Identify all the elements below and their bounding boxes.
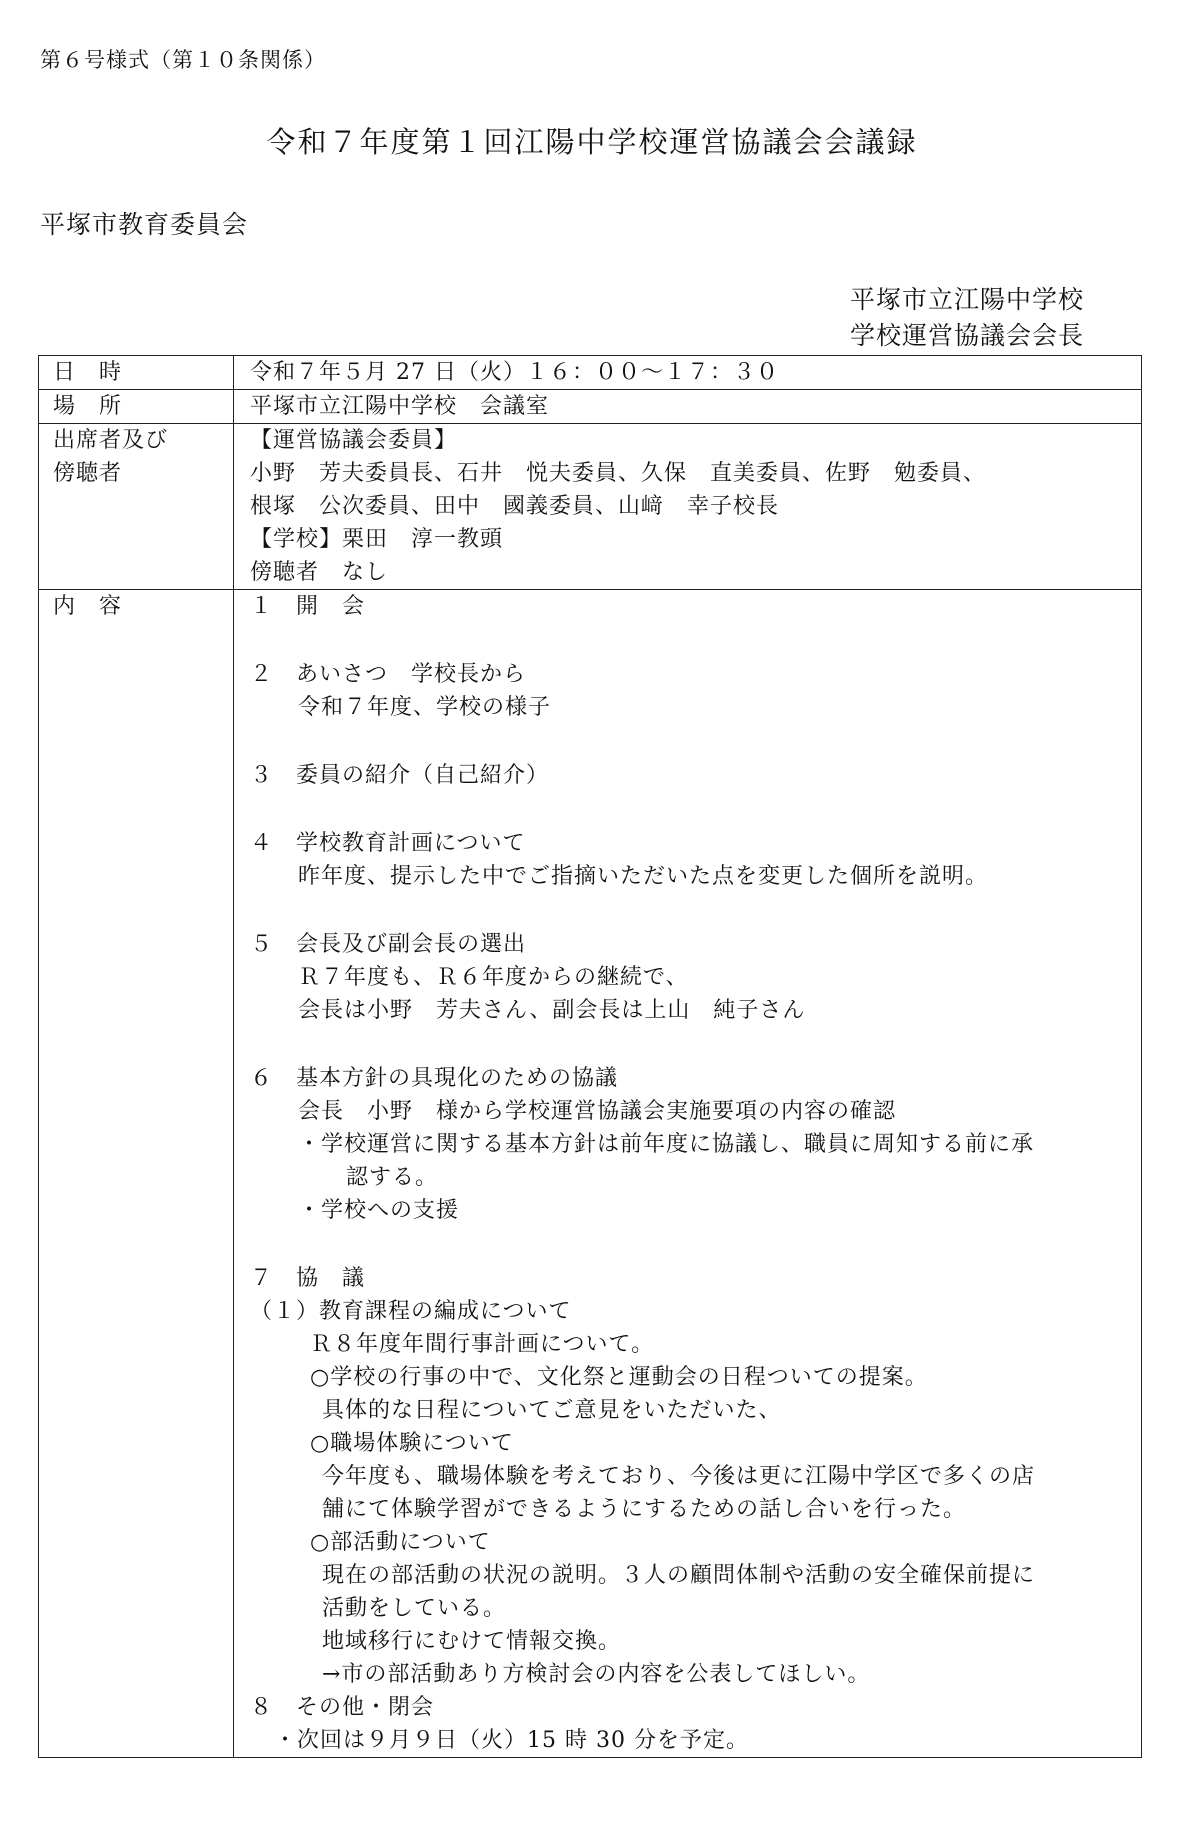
content-value-cell xyxy=(234,590,1142,1758)
attendees-label-cell xyxy=(39,424,234,590)
spacer xyxy=(250,623,1141,658)
agenda-item-7-topic-work-detail-2: 舗にて体験学習ができるようにするための話し合いを行った。 xyxy=(322,1497,967,1522)
attendees-committee-heading: 【運営協議会委員】 xyxy=(250,428,458,453)
datetime-label-cell xyxy=(39,356,234,390)
attendees-row xyxy=(39,424,1142,590)
agenda-item-7-topic-work-experience: ○職場体験について xyxy=(310,1431,514,1456)
minutes-table xyxy=(38,355,1142,1758)
sender-school: 平塚市立江陽中学校 xyxy=(849,285,1084,314)
agenda-item-3: ３ 委員の紹介（自己紹介） xyxy=(250,763,550,788)
spacer xyxy=(250,1027,1141,1062)
agenda-item-2-detail: 令和７年度、学校の様子 xyxy=(298,695,552,720)
datetime-label: 日 時 xyxy=(53,360,123,385)
agenda-item-6-bullet-1: ・学校運営に関する基本方針は前年度に協議し、職員に周知する前に承 xyxy=(298,1132,1035,1157)
agenda-item-7-sub-1-detail: Ｒ８年度年間行事計画について。 xyxy=(310,1332,655,1357)
agenda-item-4: ４ 学校教育計画について xyxy=(250,831,526,856)
agenda-item-7-topic-club-detail-3: 地域移行にむけて情報交換。 xyxy=(322,1629,622,1654)
place-value: 平塚市立江陽中学校 会議室 xyxy=(250,394,550,419)
agenda-item-7-topic-work-detail-1: 今年度も、職場体験を考えており、今後は更に江陽中学区で多くの店 xyxy=(322,1464,1036,1489)
spacer xyxy=(250,1227,1141,1262)
attendees-committee-members-1: 小野 芳夫委員長、石井 悦夫委員、久保 直美委員、佐野 勉委員、 xyxy=(250,461,987,486)
datetime-row xyxy=(39,356,1142,390)
agenda-item-4-detail: 昨年度、提示した中でご指摘いただいた点を変更した個所を説明。 xyxy=(298,864,989,889)
agenda-item-8-detail: ・次回は９月９日（火）15 時 30 分を予定。 xyxy=(274,1728,749,1753)
attendees-school: 【学校】栗田 淳一教頭 xyxy=(250,527,504,552)
place-label: 場 所 xyxy=(53,394,123,419)
attendees-label-2: 傍聴者 xyxy=(53,461,123,486)
sender-title: 学校運営協議会会長 xyxy=(849,321,1084,350)
document-title: 令和７年度第１回江陽中学校運営協議会会議録 xyxy=(266,125,918,159)
place-value-cell xyxy=(234,390,1142,424)
agenda-item-7: ７ 協 議 xyxy=(250,1266,366,1291)
content-row xyxy=(39,590,1142,1758)
agenda-item-7-topic-club: ○部活動について xyxy=(310,1530,491,1555)
agenda-item-6-bullet-2: ・学校への支援 xyxy=(298,1198,460,1223)
attendees-committee-members-2: 根塚 公次委員、田中 國義委員、山﨑 幸子校長 xyxy=(250,494,780,519)
content-label-cell xyxy=(39,590,234,1758)
attendees-observers: 傍聴者 なし xyxy=(250,560,389,585)
agenda-item-6-bullet-1-cont: 認する。 xyxy=(346,1165,439,1190)
spacer xyxy=(250,792,1141,827)
sender-block xyxy=(850,282,1084,354)
agenda-item-7-topic-events: ○学校の行事の中で、文化祭と運動会の日程ついての提案。 xyxy=(310,1365,928,1390)
attendees-value-cell xyxy=(234,424,1142,590)
agenda-item-7-sub-1: （１）教育課程の編成について xyxy=(250,1299,572,1324)
agenda-item-7-topic-club-detail-2: 活動をしている。 xyxy=(322,1596,507,1621)
agenda-item-7-topic-club-detail-4: →市の部活動あり方検討会の内容を公表してほしい。 xyxy=(322,1662,871,1687)
agenda-item-8: ８ その他・閉会 xyxy=(250,1695,435,1720)
addressee: 平塚市教育委員会 xyxy=(40,210,249,239)
agenda-item-1: １ 開 会 xyxy=(250,594,366,619)
agenda-item-2: ２ あいさつ 学校長から xyxy=(250,662,527,687)
agenda-item-7-topic-club-detail-1: 現在の部活動の状況の説明。３人の顧問体制や活動の安全確保前提に xyxy=(322,1563,1036,1588)
attendees-label-1: 出席者及び xyxy=(53,428,169,453)
agenda-item-7-topic-events-detail: 具体的な日程についてご意見をいただいた、 xyxy=(322,1398,782,1423)
place-label-cell xyxy=(39,390,234,424)
datetime-value: 令和７年５月 27 日（火）１６：００～１７：３０ xyxy=(250,360,779,385)
agenda-item-6-detail: 会長 小野 様から学校運営協議会実施要項の内容の確認 xyxy=(298,1099,897,1124)
spacer xyxy=(250,724,1141,759)
agenda-item-5-detail-2: 会長は小野 芳夫さん、副会長は上山 純子さん xyxy=(298,998,806,1023)
agenda-item-5-detail-1: Ｒ７年度も、Ｒ６年度からの継続で、 xyxy=(298,965,689,990)
spacer xyxy=(250,893,1141,928)
place-row xyxy=(39,390,1142,424)
datetime-value-cell xyxy=(234,356,1142,390)
content-label: 内 容 xyxy=(53,594,123,619)
agenda-item-5: ５ 会長及び副会長の選出 xyxy=(250,932,527,957)
form-number: 第６号様式（第１０条関係） xyxy=(40,48,326,72)
agenda-item-6: ６ 基本方針の具現化のための協議 xyxy=(250,1066,619,1091)
